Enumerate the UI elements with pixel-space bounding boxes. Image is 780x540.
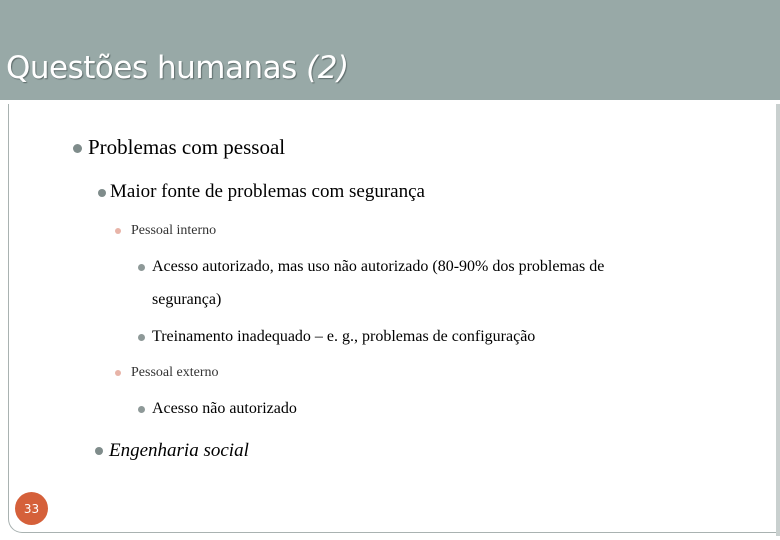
bullet-dot (115, 228, 121, 234)
content-frame (8, 104, 777, 533)
title-bar (0, 0, 780, 100)
bullet-acesso-autorizado: Acesso autorizado, mas uso não autorizado (80-90% dos problemas de (152, 258, 605, 275)
bullet-pessoal-interno: Pessoal interno (131, 223, 217, 238)
bullet-acesso-nao-autorizado: Acesso não autorizado (152, 400, 297, 417)
slide-title (6, 50, 349, 86)
bullet-problemas-pessoal: Problemas com pessoal (88, 135, 286, 159)
bullet-treinamento: Treinamento inadequado – e. g., problemas de configuração (152, 328, 536, 345)
bullet-dot (138, 406, 145, 413)
bullet-acesso-autorizado-cont: segurança) (152, 291, 222, 308)
bullet-engenharia-social: Engenharia social (109, 440, 249, 461)
frame-shadow (776, 104, 780, 536)
page-number-badge: 33 (15, 492, 48, 525)
bullet-dot (138, 264, 145, 271)
slide-title-number: (2) (306, 50, 349, 86)
bullet-maior-fonte: Maior fonte de problemas com segurança (110, 181, 425, 202)
bullet-dot (73, 144, 82, 153)
bullet-dot (98, 189, 106, 197)
bullet-dot (115, 370, 121, 376)
slide-title-text: Questões humanas (6, 50, 297, 86)
bullet-dot (95, 447, 103, 455)
bullet-pessoal-externo: Pessoal externo (131, 365, 219, 380)
bullet-dot (138, 334, 145, 341)
